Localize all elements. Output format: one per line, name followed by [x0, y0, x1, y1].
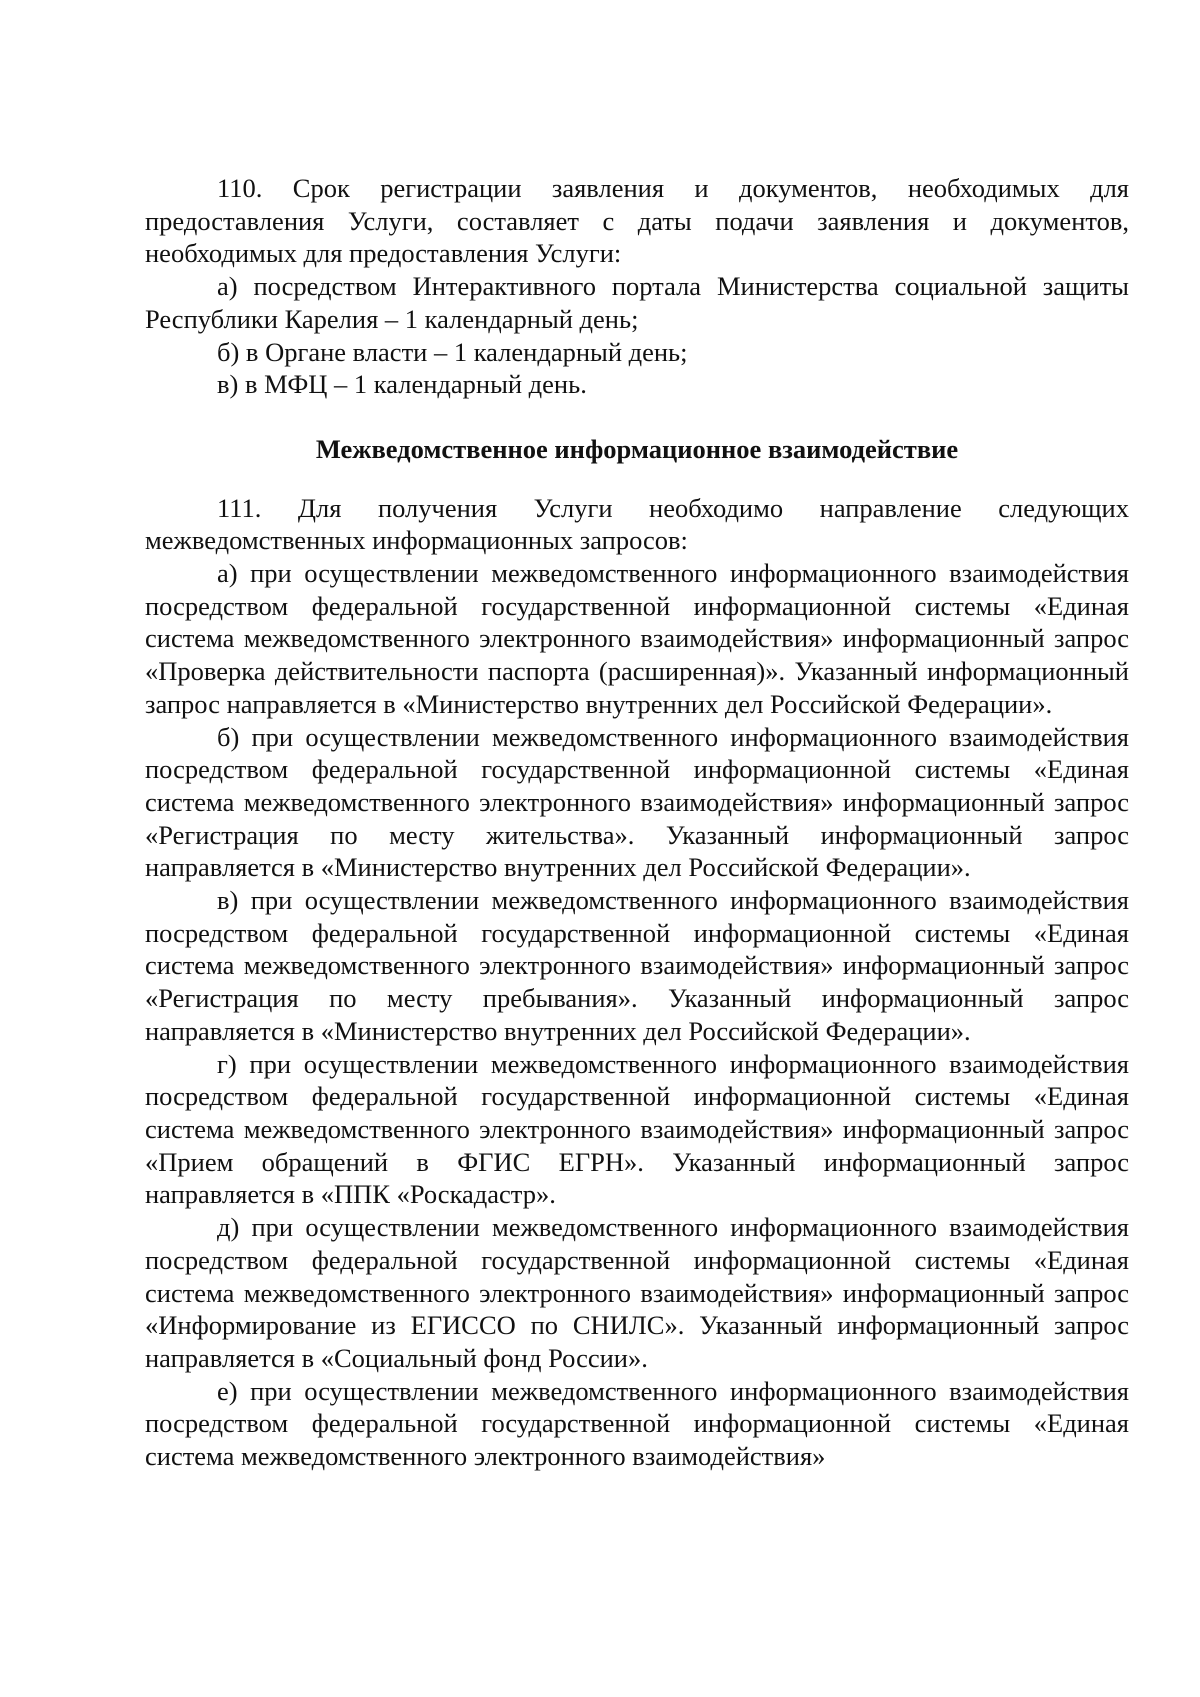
- paragraph-110-item-b: б) в Органе власти – 1 календарный день;: [217, 336, 688, 367]
- paragraph-111-item-e: е) при осуществлении межведомственного информационного взаимодействия посредством федеральной государственной информационной системы «Единая система межведомственного электронного взаимодействия»: [145, 1375, 1129, 1472]
- spacer: [145, 401, 1129, 433]
- spacer: [145, 466, 1129, 492]
- paragraph-110-item-v: в) в МФЦ – 1 календарный день.: [217, 369, 587, 400]
- section-heading: Межведомственное информационное взаимодействие: [315, 433, 959, 464]
- paragraph-111: 111. Для получения Услуги необходимо направление следующих межведомственных информационных запросов:: [145, 492, 1129, 556]
- paragraph-110: 110. Срок регистрации заявления и документов, необходимых для предоставления Услуги, составляет с даты подачи заявления и документов, необходимых для предоставления Услуги:: [145, 173, 1129, 269]
- paragraph-111-item-d: д) при осуществлении межведомственного информационного взаимодействия посредством федеральной государственной информационной системы «Единая система межведомственного электронного взаимодействия» информационный запрос «Информирование из ЕГИССО по СНИЛС». Указанный информационный запрос направляется в «Социальный фонд России».: [145, 1212, 1129, 1373]
- document-page: [145, 172, 1129, 1473]
- paragraph-111-item-g: г) при осуществлении межведомственного информационного взаимодействия посредством федеральной государственной информационной системы «Единая система межведомственного электронного взаимодействия» информационный запрос «Прием обращений в ФГИС ЕГРН». Указанный информационный запрос направляется в «ППК «Роскадастр».: [145, 1048, 1129, 1210]
- paragraph-111-item-b: б) при осуществлении межведомственного информационного взаимодействия посредством федеральной государственной информационной системы «Единая система межведомственного электронного взаимодействия» информационный запрос «Регистрация по месту жительства». Указанный информационный запрос направляется в «Министерство внутренних дел Российской Федерации».: [145, 721, 1129, 883]
- paragraph-111-item-v: в) при осуществлении межведомственного информационного взаимодействия посредством федеральной государственной информационной системы «Единая система межведомственного электронного взаимодействия» информационный запрос «Регистрация по месту пребывания». Указанный информационный запрос направляется в «Министерство внутренних дел Российской Федерации».: [145, 885, 1129, 1046]
- paragraph-110-item-a: а) посредством Интерактивного портала Министерства социальной защиты Республики Карелия – 1 календарный день;: [145, 271, 1129, 334]
- paragraph-111-item-a: а) при осуществлении межведомственного информационного взаимодействия посредством федеральной государственной информационной системы «Единая система межведомственного электронного взаимодействия» информационный запрос «Проверка действительности паспорта (расширенная)». Указанный информационный запрос направляется в «Министерство внутренних дел Российской Федерации».: [145, 558, 1129, 719]
